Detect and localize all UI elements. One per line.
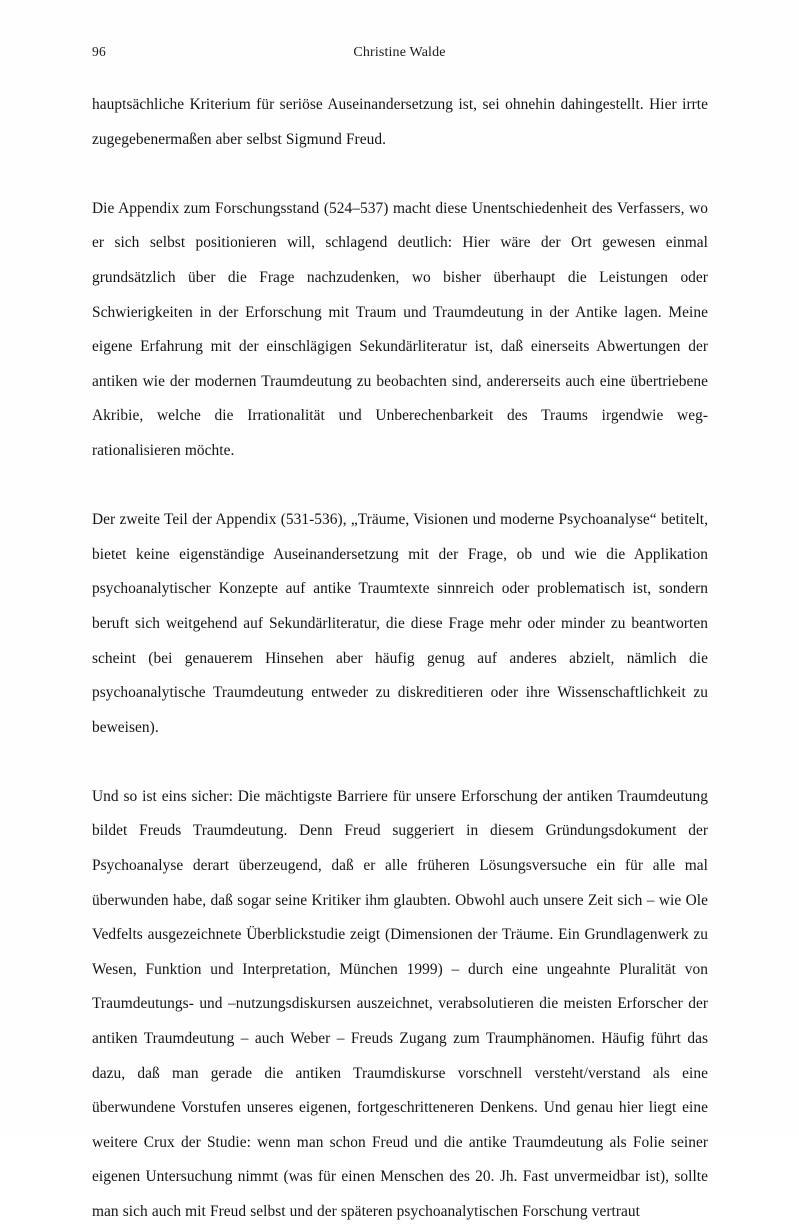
page-number: 96 (92, 44, 106, 59)
paragraph-2: Die Appendix zum Forschungsstand (524–537) macht diese Unentschiedenheit des Verfassers, wo er sich selbst positionieren will, schlagend deutlich: Hier wäre der Ort gewesen einmal grundsätzlich über die Frage nachzudenken, wo bisher überhaupt die Leistungen oder Schwierigkeiten in der Erforschung mit Traum und Traumdeutung in der Antike lagen. Meine eigene Erfahrung mit der einschlägigen Sekundärliteratur ist, daß einerseits Abwertungen der antiken wie der modernen Traumdeutung zu beobachten sind, andererseits auch eine übertriebene Akribie, welche die Irrationalität und Unberechenbarkeit des Traums irgendwie weg-rationalisieren möchte. (92, 199, 708, 459)
body-text-block (92, 88, 708, 1230)
paragraph-1: hauptsächliche Kriterium für seriöse Auseinandersetzung ist, sei ohnehin dahingestellt. Hier irrte zugegebenermaßen aber selbst Sigmund Freud. (92, 96, 708, 148)
running-head-author: Christine Walde (353, 45, 446, 60)
paragraph-3: Der zweite Teil der Appendix (531-536), „Träume, Visionen und moderne Psychoanalyse“ betitelt, bietet keine eigenständige Auseinandersetzung mit der Frage, ob und wie die Applikation psychoanalytischer Konzepte auf antike Traumtexte sinnreich oder problematisch ist, sondern beruft sich weitgehend auf Sekundärliteratur, die diese Frage mehr oder minder zu beantworten scheint (bei genauerem Hinsehen aber häufig genug auf anderes abzielt, nämlich die psychoanalytische Traumdeutung entweder zu diskreditieren oder ihre Wissenschaftlichkeit zu beweisen). (92, 511, 708, 736)
paragraph-4: Und so ist eins sicher: Die mächtigste Barriere für unsere Erforschung der antiken Traumdeutung bildet Freuds Traumdeutung. Denn Freud suggeriert in diesem Gründungsdokument der Psychoanalyse derart überzeugend, daß er alle früheren Lösungsversuche ein für alle mal überwunden habe, daß sogar seine Kritiker ihm glaubten. Obwohl auch unsere Zeit sich – wie Ole Vedfelts ausgezeichnete Überblickstudie zeigt (Dimensionen der Träume. Ein Grundlagenwerk zu Wesen, Funktion und Interpretation, München 1999) – durch eine ungeahnte Pluralität von Traumdeutungs- und –nutzungsdiskursen auszeichnet, verabsolutieren die meisten Erforscher der antiken Traumdeutung – auch Weber – Freuds Zugang zum Traumphänomen. Häufig führt das dazu, daß man gerade die antiken Traumdiskurse vorschnell versteht/verstand als eine überwundene Vorstufen unseres eigenen, fortgeschritteneren Denkens. Und genau hier liegt eine weitere Crux der Studie: wenn man schon Freud und die antike Traumdeutung als Folie seiner eigenen Untersuchung nimmt (was für einen Menschen des 20. Jh. Fast unvermeidbar ist), sollte man sich auch mit Freud selbst und der späteren psychoanalytischen Forschung vertraut (92, 787, 708, 1220)
page-header (92, 44, 707, 66)
